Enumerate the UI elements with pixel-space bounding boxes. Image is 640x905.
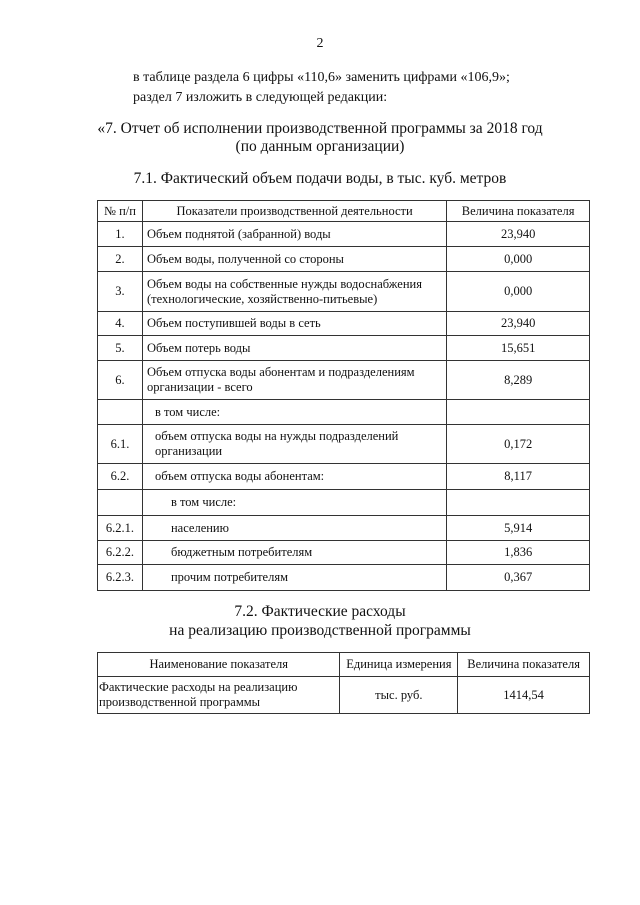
cell-num: 6.2.1. bbox=[98, 516, 143, 541]
cell-indicator: Объем поднятой (забранной) воды bbox=[142, 222, 446, 247]
header-indicator: Показатели производственной деятельности bbox=[142, 201, 446, 222]
cell-unit: тыс. руб. bbox=[340, 677, 458, 714]
cell-value: 0,172 bbox=[447, 425, 590, 464]
cell-num bbox=[98, 400, 143, 425]
cell-value: 15,651 bbox=[447, 336, 590, 361]
table-row bbox=[98, 425, 590, 464]
table-row bbox=[98, 222, 590, 247]
table1-title: 7.1. Фактический объем подачи воды, в тыс. куб. метров bbox=[133, 170, 507, 187]
table2-subtitle: на реализацию производственной программы bbox=[169, 622, 471, 639]
table-row bbox=[98, 516, 590, 541]
cell-value: 0,367 bbox=[447, 565, 590, 591]
table-row bbox=[98, 541, 590, 565]
cell-num bbox=[98, 490, 143, 516]
cell-value: 8,117 bbox=[447, 464, 590, 490]
cell-value: 0,000 bbox=[447, 272, 590, 312]
table2-title: 7.2. Фактические расходы bbox=[234, 603, 406, 620]
cell-value: 1414,54 bbox=[458, 677, 590, 714]
cell-indicator: в том числе: bbox=[142, 400, 446, 425]
cell-indicator: Объем воды на собственные нужды водоснабжения (технологические, хозяйственно-питьевые) bbox=[142, 272, 446, 312]
cell-indicator: бюджетным потребителям bbox=[142, 541, 446, 565]
cell-num: 2. bbox=[98, 247, 143, 272]
intro-line: раздел 7 изложить в следующей редакции: bbox=[133, 90, 388, 105]
cell-indicator: прочим потребителям bbox=[142, 565, 446, 591]
table-row bbox=[98, 272, 590, 312]
cell-indicator: населению bbox=[142, 516, 446, 541]
cell-indicator: Объем воды, полученной со стороны bbox=[142, 247, 446, 272]
cell-value bbox=[447, 490, 590, 516]
expenses-table bbox=[97, 652, 590, 714]
cell-value: 5,914 bbox=[447, 516, 590, 541]
cell-num: 6. bbox=[98, 361, 143, 400]
cell-value: 23,940 bbox=[447, 222, 590, 247]
cell-num: 3. bbox=[98, 272, 143, 312]
cell-value: 8,289 bbox=[447, 361, 590, 400]
table-row bbox=[98, 400, 590, 425]
cell-indicator: Объем потерь воды bbox=[142, 336, 446, 361]
header-name: Наименование показателя bbox=[98, 653, 340, 677]
water-volume-table bbox=[97, 200, 590, 591]
page-number: 2 bbox=[316, 36, 324, 51]
intro-line: в таблице раздела 6 цифры «110,6» заменить цифрами «106,9»; bbox=[133, 70, 510, 85]
cell-num: 6.2. bbox=[98, 464, 143, 490]
cell-num: 1. bbox=[98, 222, 143, 247]
table-row bbox=[98, 490, 590, 516]
header-value: Величина показателя bbox=[458, 653, 590, 677]
cell-indicator: объем отпуска воды абонентам: bbox=[142, 464, 446, 490]
header-num: № п/п bbox=[98, 201, 143, 222]
cell-indicator: Объем поступившей воды в сеть bbox=[142, 312, 446, 336]
cell-value: 23,940 bbox=[447, 312, 590, 336]
cell-value: 0,000 bbox=[447, 247, 590, 272]
section-subtitle: (по данным организации) bbox=[235, 138, 405, 155]
header-value: Величина показателя bbox=[447, 201, 590, 222]
cell-name: Фактические расходы на реализацию производственной программы bbox=[98, 677, 340, 714]
table-row bbox=[98, 677, 590, 714]
section-title: «7. Отчет об исполнении производственной программы за 2018 год bbox=[97, 120, 543, 137]
table-row bbox=[98, 464, 590, 490]
cell-num: 6.1. bbox=[98, 425, 143, 464]
table-row bbox=[98, 247, 590, 272]
cell-num: 5. bbox=[98, 336, 143, 361]
cell-value bbox=[447, 400, 590, 425]
cell-indicator: Объем отпуска воды абонентам и подразделениям организации - всего bbox=[142, 361, 446, 400]
cell-num: 4. bbox=[98, 312, 143, 336]
table-row bbox=[98, 565, 590, 591]
cell-num: 6.2.2. bbox=[98, 541, 143, 565]
cell-num: 6.2.3. bbox=[98, 565, 143, 591]
table-row bbox=[98, 336, 590, 361]
header-unit: Единица измерения bbox=[340, 653, 458, 677]
cell-indicator: объем отпуска воды на нужды подразделений организации bbox=[142, 425, 446, 464]
table-row bbox=[98, 312, 590, 336]
table-row bbox=[98, 361, 590, 400]
cell-value: 1,836 bbox=[447, 541, 590, 565]
cell-indicator: в том числе: bbox=[142, 490, 446, 516]
